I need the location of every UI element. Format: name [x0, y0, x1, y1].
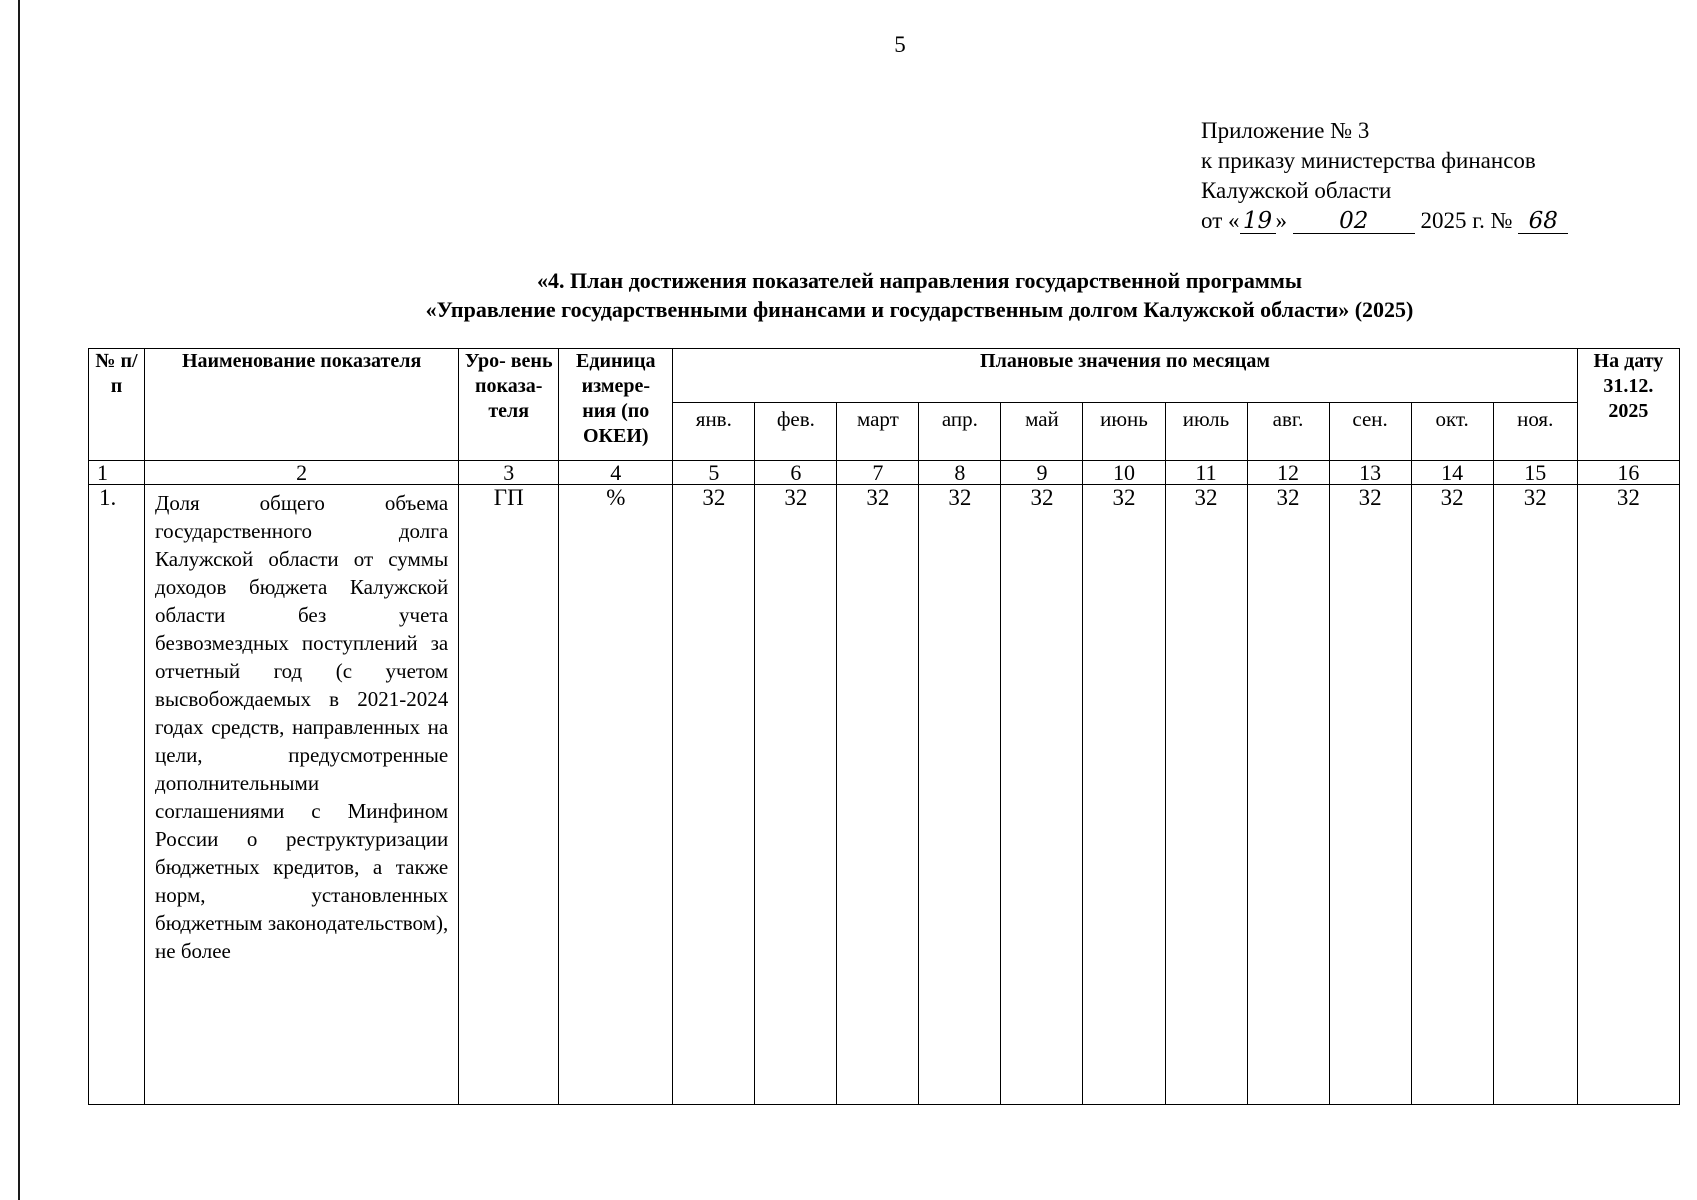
month-header: фев. — [755, 403, 837, 461]
month-header: март — [837, 403, 919, 461]
handwritten-month: 02 — [1293, 209, 1415, 234]
month-value: 32 — [837, 485, 919, 1105]
month-header: ноя. — [1493, 403, 1577, 461]
month-value: 32 — [755, 485, 837, 1105]
table-row — [89, 485, 1680, 1105]
column-number: 6 — [755, 461, 837, 485]
year-text: 2025 г. № — [1420, 208, 1513, 233]
header-num: № п/п — [89, 349, 145, 461]
appendix-region: Калужской области — [1201, 178, 1392, 203]
header-year-end: На дату 31.12. 2025 — [1577, 349, 1679, 461]
page-edge-rule — [18, 0, 20, 1200]
month-value: 32 — [1247, 485, 1329, 1105]
handwritten-day: 19 — [1240, 209, 1276, 234]
date-mid: » — [1275, 208, 1287, 233]
header-unit: Единица измере- ния (по ОКЕИ) — [559, 349, 673, 461]
month-value: 32 — [1001, 485, 1083, 1105]
appendix-title: Приложение № 3 — [1201, 118, 1370, 143]
column-number: 2 — [145, 461, 459, 485]
column-number: 15 — [1493, 461, 1577, 485]
column-number: 11 — [1165, 461, 1247, 485]
column-number: 10 — [1083, 461, 1165, 485]
document-title — [120, 266, 1697, 324]
column-number: 8 — [919, 461, 1001, 485]
column-number: 7 — [837, 461, 919, 485]
month-value: 32 — [1493, 485, 1577, 1105]
column-number: 12 — [1247, 461, 1329, 485]
title-line-1: «4. План достижения показателей направления государственной программы — [536, 268, 1302, 293]
column-number: 1 — [89, 461, 145, 485]
month-header: сен. — [1329, 403, 1411, 461]
month-header: май — [1001, 403, 1083, 461]
month-header: авг. — [1247, 403, 1329, 461]
month-value: 32 — [1411, 485, 1493, 1105]
month-value: 32 — [1329, 485, 1411, 1105]
header-row-1 — [89, 349, 1680, 403]
month-value: 32 — [673, 485, 755, 1105]
plan-table — [88, 348, 1680, 1105]
indicator-unit: % — [559, 485, 673, 1105]
column-number: 16 — [1577, 461, 1679, 485]
page-number: 5 — [894, 32, 906, 57]
month-value: 32 — [919, 485, 1001, 1105]
indicator-level: ГП — [459, 485, 559, 1105]
year-end-value: 32 — [1577, 485, 1679, 1105]
date-prefix: от « — [1201, 208, 1240, 233]
handwritten-order-number: 68 — [1518, 209, 1568, 234]
column-number: 9 — [1001, 461, 1083, 485]
row-number: 1. — [89, 485, 145, 1105]
appendix-order: к приказу министерства финансов — [1201, 148, 1536, 173]
header-name: Наименование показателя — [145, 349, 459, 461]
month-header: июнь — [1083, 403, 1165, 461]
month-header: окт. — [1411, 403, 1493, 461]
column-number: 14 — [1411, 461, 1493, 485]
column-number: 5 — [673, 461, 755, 485]
appendix-block — [1201, 116, 1568, 236]
month-header: апр. — [919, 403, 1001, 461]
column-number: 4 — [559, 461, 673, 485]
month-header: янв. — [673, 403, 755, 461]
indicator-name: Доля общего объема государственного долга Калужской области от суммы доходов бюджета Калужской области без учета безвозмездных поступлений за отчетный год (с учетом высвобождаемых в 2021-2024 годах средств, направленных на цели, предусмотренные дополнительными соглашениями с Минфином России о реструктуризации бюджетных кредитов, а также норм, установленных бюджетным законодательством), не более — [145, 485, 459, 1105]
month-value: 32 — [1165, 485, 1247, 1105]
title-line-2: «Управление государственными финансами и государственным долгом Калужской области» (2025) — [425, 297, 1414, 322]
column-number: 3 — [459, 461, 559, 485]
appendix-date-line — [1201, 206, 1568, 236]
header-level: Уро- вень показа- теля — [459, 349, 559, 461]
month-value: 32 — [1083, 485, 1165, 1105]
column-number: 13 — [1329, 461, 1411, 485]
month-header: июль — [1165, 403, 1247, 461]
column-number-row — [89, 461, 1680, 485]
header-plan: Плановые значения по месяцам — [673, 349, 1577, 403]
